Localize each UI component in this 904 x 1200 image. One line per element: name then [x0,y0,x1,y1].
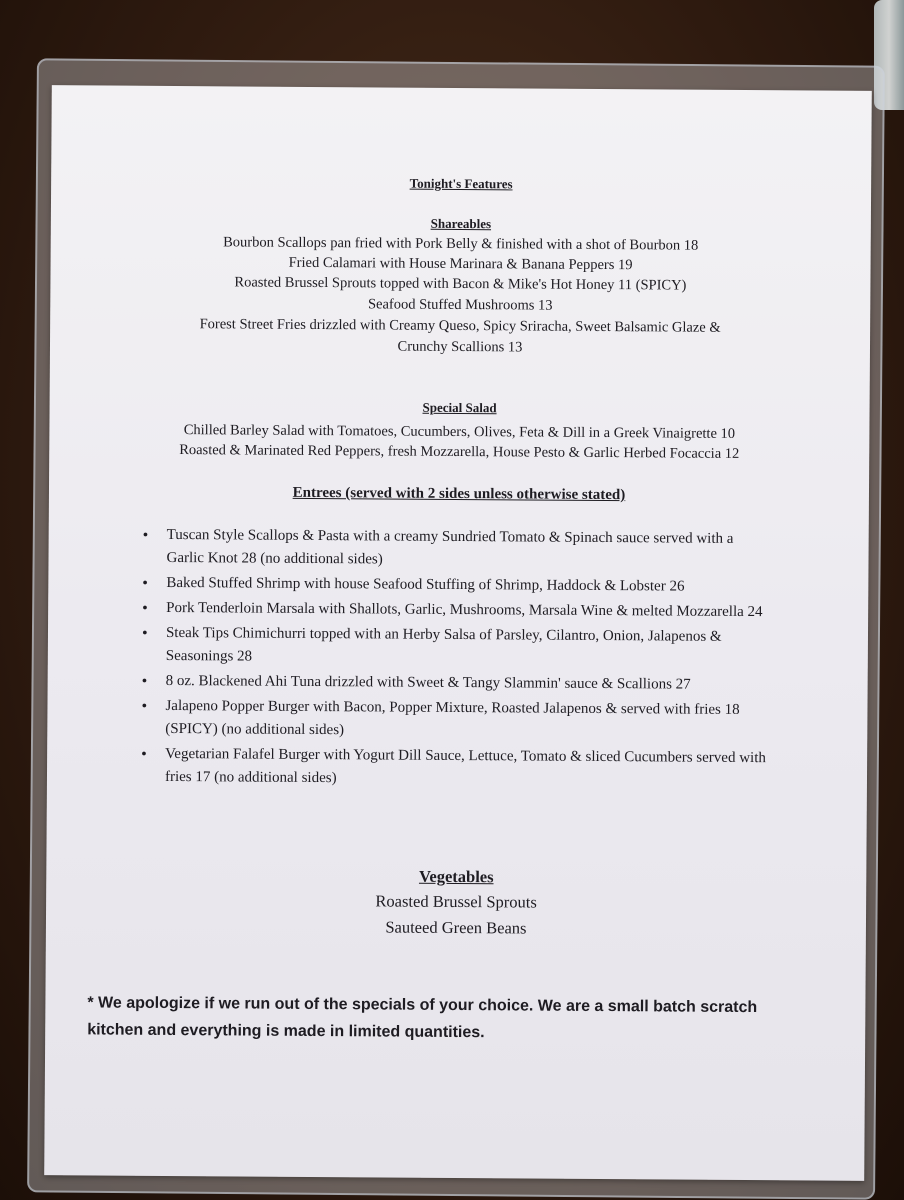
shareables-heading: Shareables [430,215,492,232]
disclaimer-note: * We apologize if we run out of the specials of your choice. We are a small batch scratch kitchen and everything is made in limited quantities. [87,994,758,1042]
entrees-heading: Entrees (served with 2 sides unless otherwise stated) [292,484,626,504]
entree-item: • Pork Tenderloin Marsala with Shallots, Garlic, Mushrooms, Marsala Wine & melted Mozzarella 24 [128,597,768,624]
vegetable-item: Roasted Brussel Sprouts [375,891,537,912]
entree-item: • Tuscan Style Scallops & Pasta with a creamy Sundried Tomato & Spinach sauce served with a Garlic Knot 28 (no additional sides) [128,524,768,574]
vegetables-heading: Vegetables [418,866,494,887]
menu-sheet [44,85,872,1181]
entree-item: • 8 oz. Blackened Ahi Tuna drizzled with Sweet & Tangy Slammin' sauce & Scallions 27 [128,670,768,697]
salad-heading: Special Salad [422,399,497,416]
shareable-item: Seafood Stuffed Mushrooms 13 [367,296,553,314]
entrees-list [127,524,769,795]
entree-item: • Baked Stuffed Shrimp with house Seafood Stuffing of Shrimp, Haddock & Lobster 26 [128,572,768,599]
shareable-item: Crunchy Scallions 13 [397,338,523,356]
vegetable-item: Sauteed Green Beans [385,917,527,938]
shareable-item: Roasted Brussel Sprouts topped with Bacon & Mike's Hot Honey 11 (SPICY) [234,274,687,294]
shareable-item: Bourbon Scallops pan fried with Pork Belly & finished with a shot of Bourbon 18 [223,234,699,254]
shareable-item: Forest Street Fries drizzled with Creamy Queso, Spicy Sriracha, Sweet Balsamic Glaze & [199,316,721,336]
shareable-item: Fried Calamari with House Marinara & Banana Peppers 19 [288,254,633,274]
salad-item: Roasted & Marinated Red Peppers, fresh Mozzarella, House Pesto & Garlic Herbed Focaccia 12 [179,442,740,462]
entree-item: • Vegetarian Falafel Burger with Yogurt Dill Sauce, Lettuce, Tomato & sliced Cucumbers served with fries 17 (no additional sides) [127,743,767,793]
menu-title: Tonight's Features [409,175,513,192]
entree-item: • Steak Tips Chimichurri topped with an Herby Salsa of Parsley, Cilantro, Onion, Jalapenos & Seasonings 28 [128,622,768,672]
salad-item: Chilled Barley Salad with Tomatoes, Cucumbers, Olives, Feta & Dill in a Greek Vinaigrette 10 [183,422,736,442]
entree-item: • Jalapeno Popper Burger with Bacon, Popper Mixture, Roasted Jalapenos & served with fries 18 (SPICY) (no additional sides) [127,695,767,745]
